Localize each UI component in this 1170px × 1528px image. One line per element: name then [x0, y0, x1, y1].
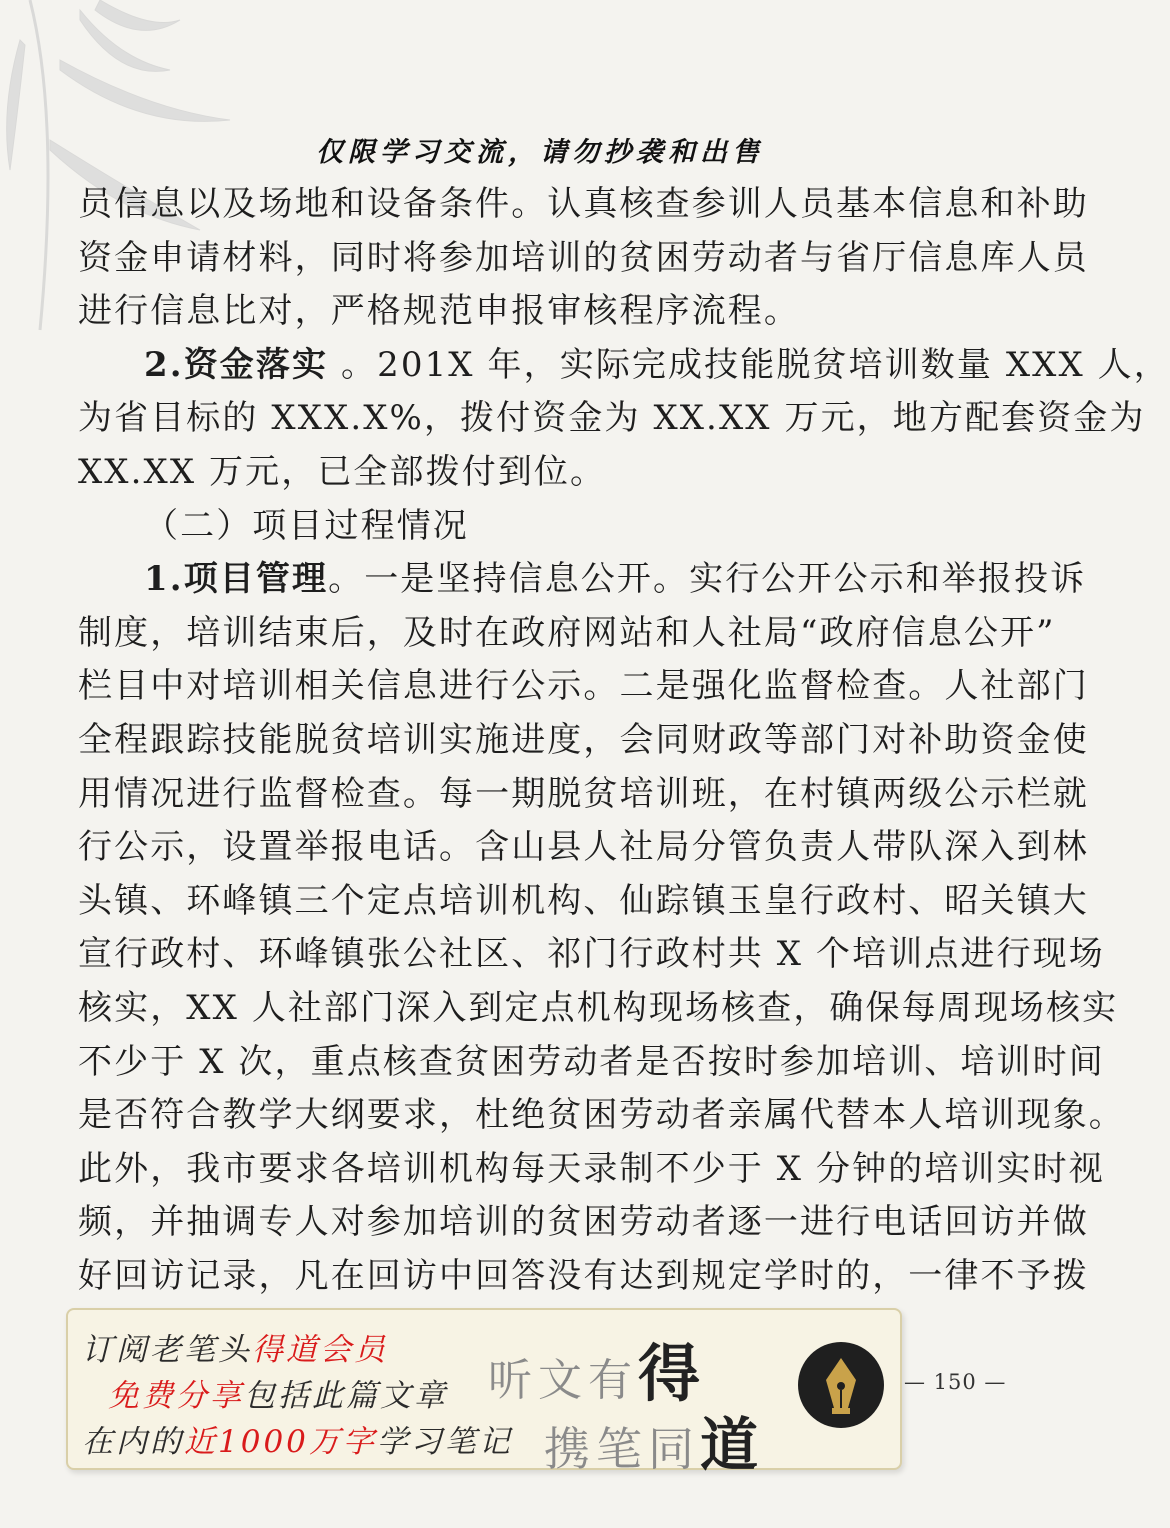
- text-line: 资金申请材料，同时将参加培训的贫困劳动者与省厅信息库人员: [78, 237, 1089, 278]
- slogan-text: 听文有: [488, 1355, 638, 1406]
- text-line: 栏目中对培训相关信息进行公示。二是强化监督检查。人社部门: [78, 666, 1089, 707]
- text-line: 核实，XX 人社部门深入到定点机构现场核查，确保每周现场核实: [78, 987, 1119, 1028]
- text-line: 行公示，设置举报电话。含山县人社局分管负责人带队深入到林: [78, 827, 1089, 868]
- banner-line-1: [82, 1324, 388, 1369]
- paragraph-funding: [78, 339, 1170, 393]
- text-line: 不少于 X 次，重点核查贫困劳动者是否按时参加培训、培训时间: [78, 1041, 1105, 1082]
- subscription-banner[interactable]: [66, 1308, 902, 1479]
- banner-text: 订阅老笔头: [82, 1332, 252, 1368]
- document-body: [78, 178, 1170, 1303]
- banner-highlight: 得道会员: [252, 1332, 388, 1368]
- heading-funding: 2.资金落实: [144, 344, 329, 385]
- heading-management: 1.项目管理: [144, 559, 329, 600]
- text-line: 为省目标的 XXX.X%，拨付资金为 XX.XX 万元，地方配套资金为: [78, 398, 1146, 439]
- slogan-big-char: 得: [638, 1337, 707, 1410]
- text-span: 。201X 年，实际完成技能脱贫培训数量 XXX 人，: [328, 344, 1170, 385]
- text-line: 进行信息比对，严格规范申报审核程序流程。: [78, 291, 800, 332]
- pen-nib-logo-icon: [798, 1342, 884, 1428]
- text-line: 好回访记录，凡在回访中回答没有达到规定学时的，一律不予拨: [78, 1255, 1089, 1296]
- page-header: 仅限学习交流，请勿抄袭和出售: [316, 137, 764, 168]
- text-line: 宣行政村、环峰镇张公社区、祁门行政村共 X 个培训点进行现场: [78, 934, 1105, 975]
- text-line: 制度，培训结束后，及时在政府网站和人社局“政府信息公开”: [78, 612, 1056, 653]
- text-line: 全程跟踪技能脱贫培训实施进度，会同财政等部门对补助资金使: [78, 719, 1089, 760]
- text-line: 是否符合教学大纲要求，杜绝贫困劳动者亲属代替本人培训现象。: [78, 1095, 1125, 1136]
- slogan-big-char: 道: [700, 1411, 765, 1479]
- banner-text: 学习笔记: [376, 1424, 513, 1460]
- banner-text: 包括此篇文章: [244, 1378, 448, 1414]
- banner-line-2: [108, 1370, 448, 1415]
- text-line: 频，并抽调专人对参加培训的贫困劳动者逐一进行电话回访并做: [78, 1202, 1089, 1243]
- banner-line-3: [82, 1416, 513, 1461]
- slogan-text: 携笔同: [544, 1422, 700, 1476]
- banner-highlight: 免费分享: [108, 1378, 244, 1414]
- paragraph-management: [78, 553, 1087, 607]
- text-line: 用情况进行监督检查。每一期脱贫培训班，在村镇两级公示栏就: [78, 773, 1089, 814]
- section-heading: （二）项目过程情况: [144, 505, 469, 546]
- banner-text: 在内的: [82, 1424, 184, 1460]
- banner-highlight: 近1000万字: [184, 1424, 377, 1460]
- text-line: 员信息以及场地和设备条件。认真核查参训人员基本信息和补助: [78, 184, 1089, 224]
- slogan-bottom: [544, 1398, 764, 1482]
- page-number: — 150 —: [904, 1370, 1007, 1394]
- text-line: 头镇、环峰镇三个定点培训机构、仙踪镇玉皇行政村、昭关镇大: [78, 880, 1089, 921]
- text-line: 此外，我市要求各培训机构每天录制不少于 X 分钟的培训实时视: [78, 1148, 1105, 1189]
- text-span: 。一是坚持信息公开。实行公开公示和举报投诉: [328, 559, 1087, 600]
- text-line: XX.XX 万元，已全部拨付到位。: [78, 451, 607, 492]
